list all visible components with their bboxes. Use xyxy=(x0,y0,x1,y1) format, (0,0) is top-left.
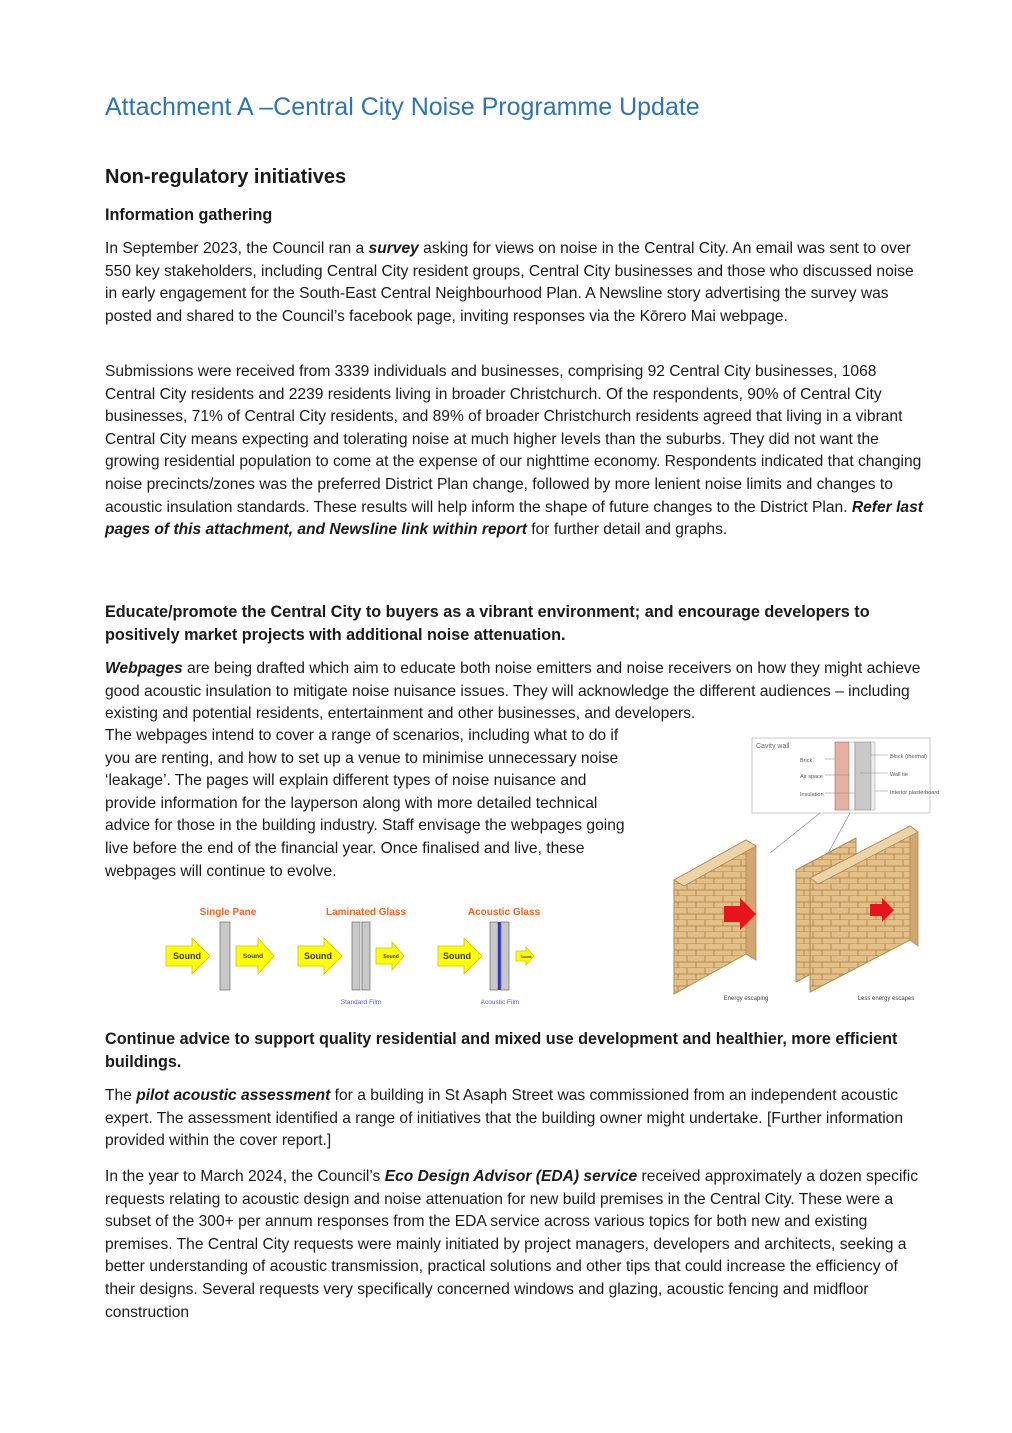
label-sound-in: Sound xyxy=(443,951,471,961)
label-brick: Brick xyxy=(800,758,813,764)
laminated-pane-b xyxy=(362,922,370,990)
paragraph-submissions xyxy=(105,361,923,542)
paragraph-webpages xyxy=(105,658,923,726)
text-run: In September 2023, the Council ran a xyxy=(105,240,369,257)
paragraph-webpages-scenarios: The webpages intend to cover a range of scenarios, including what to do if you are renting, and how to set up a venue to minimise unnecessary noise ‘leakage’. The pages will explain different types of noise nuisance and provide information for the layperson along with more detailed technical advice for those in the building industry. Staff envisage the webpages going live before the end of the financial year. Once finalised and live, these webpages will continue to evolve. xyxy=(105,727,625,880)
cavity-wall-diagram xyxy=(660,728,940,1020)
emphasis-eda: Eco Design Advisor (EDA) service xyxy=(384,1168,638,1185)
section-heading: Non-regulatory initiatives xyxy=(105,166,347,188)
block-layer xyxy=(855,742,871,810)
label-block: Block (thermal) xyxy=(890,754,927,760)
text-run: In the year to March 2024, the Council’s xyxy=(105,1168,385,1185)
text-run: are being drafted which aim to educate both noise emitters and noise receivers on how they might achieve good acoustic insulation to mitigate noise nuisance issues. They will acknowledge the different audiences – including existing and potential residents, entertainment and other businesses, and developers. xyxy=(105,660,921,723)
acoustic-film xyxy=(498,922,501,990)
text-run: for a building in St Asaph Street was commissioned from an independent acoustic expert. The assessment identified a range of initiatives that the building owner might undertake. [Further information provided within the cover report.] xyxy=(105,1087,904,1150)
subheading-information-gathering: Information gathering xyxy=(105,206,273,224)
paragraph-pilot-assessment xyxy=(105,1085,923,1153)
laminated-pane-a xyxy=(352,922,360,990)
inset-title: Cavity wall xyxy=(756,743,790,750)
document-title: Attachment A –Central City Noise Programme Update xyxy=(105,93,700,121)
label-insulation: Insulation xyxy=(800,792,824,798)
label-sound-in: Sound xyxy=(173,951,201,961)
emphasis-survey: survey xyxy=(368,240,419,257)
emphasis-webpages: Webpages xyxy=(105,660,183,677)
plasterboard-layer xyxy=(871,742,875,810)
acoustic-pane-b xyxy=(501,922,509,990)
subheading-educate: Educate/promote the Central City to buyers as a vibrant environment; and encourage developers to positively market projects with additional noise attenuation. xyxy=(105,603,870,644)
air-space-layer xyxy=(849,742,855,810)
subheading-continue-advice: Continue advice to support quality residential and mixed use development and healthier, more efficient buildings. xyxy=(105,1030,898,1071)
label-plasterboard: Interior plasterboard xyxy=(890,790,940,796)
cavity-wall-inner xyxy=(810,826,910,992)
title-laminated-glass: Laminated Glass xyxy=(325,907,407,918)
caption-energy-escaping: Energy escaping xyxy=(723,996,769,1002)
paragraph-eda-service xyxy=(105,1166,923,1324)
label-wall-tie: Wall tie xyxy=(890,772,908,778)
text-run: received approximately a dozen specific requests relating to acoustic design and noise attenuation for new build premises in the Central City. These were a subset of the 300+ per annum responses from the EDA service across various topics for both new and existing premises. The Central City requests were mainly initiated by project managers, developers and architects, seeking a better understanding of acoustic transmission, practical solutions and other tips that could increase the efficiency of their designs. Several requests very specifically concerned windows and glazing, acoustic fencing and midfloor construction xyxy=(105,1168,919,1321)
title-acoustic-glass: Acoustic Glass xyxy=(467,907,541,918)
label-sound-out: Sound xyxy=(242,953,264,960)
brick-layer xyxy=(835,742,849,810)
label-air-space: Air space xyxy=(800,774,823,780)
title-single-pane: Single Pane xyxy=(199,907,257,918)
label-sound-out: Sound xyxy=(383,954,399,960)
acoustic-pane-a xyxy=(490,922,498,990)
text-run: for further detail and graphs. xyxy=(526,521,728,539)
caption-less-energy: Less energy escapes xyxy=(857,996,915,1002)
text-run: The xyxy=(105,1087,137,1104)
label-acoustic-film: Acoustic Film xyxy=(480,999,520,1006)
glass-comparison-diagram xyxy=(160,898,560,1013)
label-standard-film: Standard Film xyxy=(340,999,382,1006)
single-pane-glass xyxy=(220,922,230,990)
emphasis-refer: Refer last pages of this attachment, and Newsline link within report xyxy=(105,498,923,539)
label-sound-out: Sound xyxy=(520,955,532,959)
emphasis-pilot: pilot acoustic assessment xyxy=(136,1087,331,1104)
paragraph-survey xyxy=(105,238,923,328)
label-sound-in: Sound xyxy=(304,951,332,961)
text-run: asking for views on noise in the Central City. An email was sent to over 550 key stakeholders, including Central City resident groups, Central City businesses and those who discussed noise in early engagement for the South-East Central Neighbourhood Plan. A Newsline story advertising the survey was posted and shared to the Council’s facebook page, inviting responses via the Kōrero Mai webpage. xyxy=(105,240,914,325)
text-run: Submissions were received from 3339 individuals and businesses, comprising 92 Central City businesses, 1068 Central City residents and 2239 residents living in broader Christchurch. Of the respondents, 90% of Central City businesses, 71% of Central City residents, and 89% of broader Christchurch residents agreed that living in a vibrant Central City means expecting and tolerating noise at much higher levels than the suburbs. They did not want the growing residential population to come at the expense of our nighttime economy. Respondents indicated that changing noise precincts/zones was the preferred District Plan change, followed by more lenient noise limits and changes to acoustic insulation standards. These results will help inform the shape of future changes to the District Plan. xyxy=(105,363,922,516)
